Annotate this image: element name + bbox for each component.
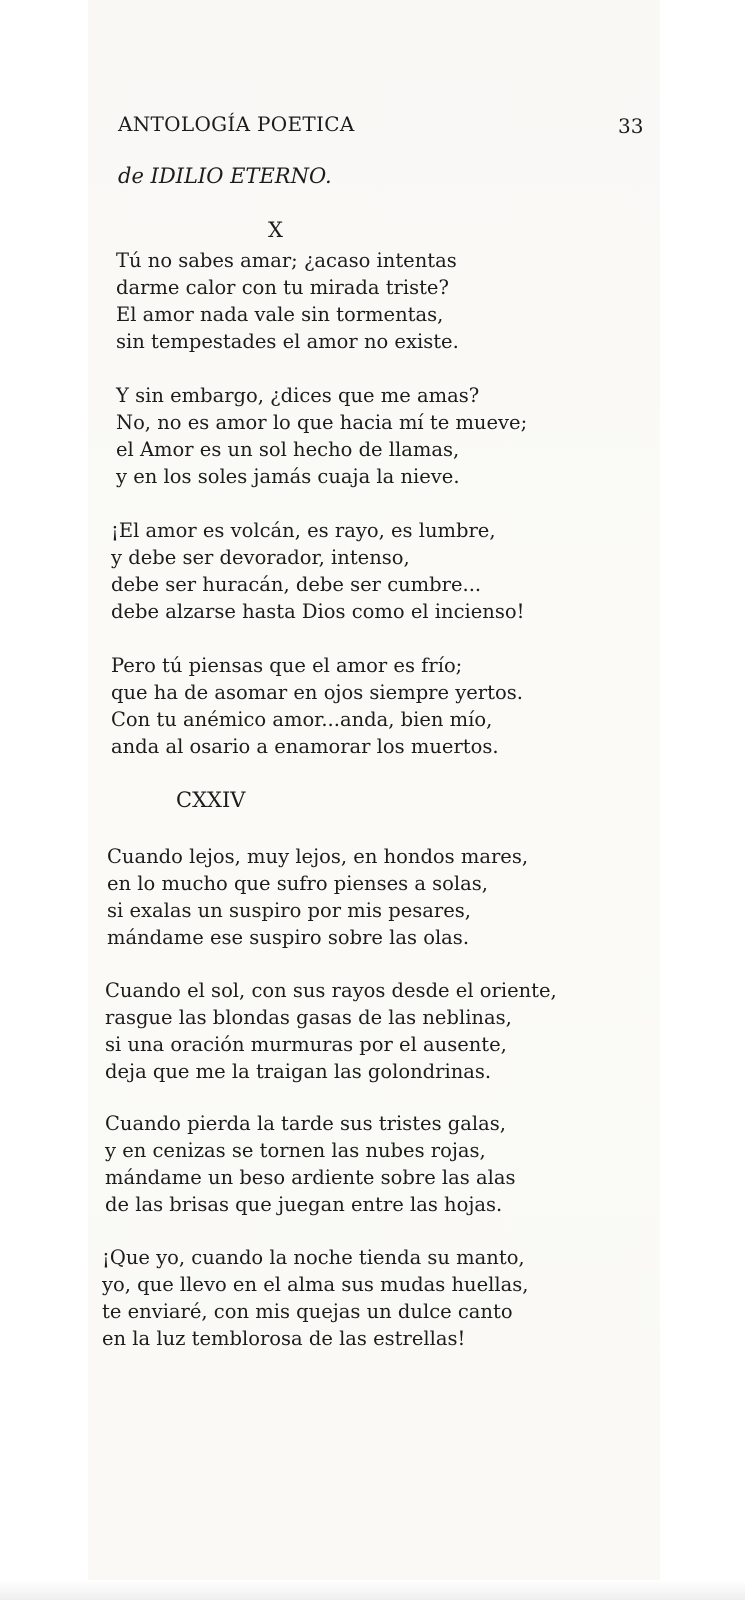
verse-line: y debe ser devorador, intenso, (111, 546, 410, 569)
verse-line: y en los soles jamás cuaja la nieve. (116, 465, 460, 488)
verse-line: darme calor con tu mirada triste? (116, 276, 449, 299)
verse-line: el Amor es un sol hecho de llamas, (116, 438, 460, 461)
verse-line: ¡El amor es volcán, es rayo, es lumbre, (111, 519, 496, 542)
poem-heading-cxxiv: CXXIV (176, 788, 246, 812)
verse-line: Cuando el sol, con sus rayos desde el oriente, (105, 979, 557, 1002)
stanza-cxxiv-3 (105, 1110, 516, 1218)
verse-line: Y sin embargo, ¿dices que me amas? (116, 384, 480, 407)
stanza-x-1 (116, 247, 459, 355)
stanza-cxxiv-4 (102, 1244, 528, 1352)
page-paper (88, 0, 660, 1600)
verse-line: Cuando lejos, muy lejos, en hondos mares, (107, 845, 529, 868)
verse-line: debe alzarse hasta Dios como el incienso! (111, 600, 525, 623)
page-number: 33 (618, 114, 644, 138)
verse-line: si una oración murmuras por el ausente, (105, 1033, 507, 1056)
verse-line: anda al osario a enamorar los muertos. (111, 735, 499, 758)
verse-line: No, no es amor lo que hacia mí te mueve; (116, 411, 528, 434)
verse-line: en lo mucho que sufro pienses a solas, (107, 872, 488, 895)
verse-line: que ha de asomar en ojos siempre yertos. (111, 681, 523, 704)
verse-line: ¡Que yo, cuando la noche tienda su manto, (102, 1246, 525, 1269)
verse-line: rasgue las blondas gasas de las neblinas, (105, 1006, 512, 1029)
verse-line: El amor nada vale sin tormentas, (116, 303, 444, 326)
verse-line: yo, que llevo en el alma sus mudas huellas, (102, 1273, 529, 1296)
poem-heading-x: X (268, 218, 283, 242)
verse-line: Pero tú piensas que el amor es frío; (111, 654, 463, 677)
stanza-cxxiv-2 (105, 977, 557, 1085)
scan-edge-shadow (0, 1580, 745, 1600)
stanza-x-4 (111, 652, 523, 760)
verse-line: te enviaré, con mis quejas un dulce canto (102, 1300, 513, 1323)
stanza-x-2 (116, 382, 527, 490)
verse-line: Tú no sabes amar; ¿acaso intentas (116, 249, 457, 272)
verse-line: de las brisas que juegan entre las hojas. (105, 1193, 503, 1216)
verse-line: sin tempestades el amor no existe. (116, 330, 459, 353)
verse-line: Con tu anémico amor...anda, bien mío, (111, 708, 493, 731)
verse-line: mándame un beso ardiente sobre las alas (105, 1166, 516, 1189)
verse-line: deja que me la traigan las golondrinas. (105, 1060, 492, 1083)
verse-line: y en cenizas se tornen las nubes rojas, (105, 1139, 486, 1162)
verse-line: si exalas un suspiro por mis pesares, (107, 899, 471, 922)
running-head: ANTOLOGÍA POETICA (118, 112, 355, 136)
subtitle: de IDILIO ETERNO. (118, 164, 332, 188)
verse-line: debe ser huracán, debe ser cumbre... (111, 573, 482, 596)
verse-line: Cuando pierda la tarde sus tristes galas, (105, 1112, 506, 1135)
stanza-x-3 (111, 517, 524, 625)
stanza-cxxiv-1 (107, 843, 528, 951)
verse-line: mándame ese suspiro sobre las olas. (107, 926, 470, 949)
verse-line: en la luz temblorosa de las estrellas! (102, 1327, 466, 1350)
